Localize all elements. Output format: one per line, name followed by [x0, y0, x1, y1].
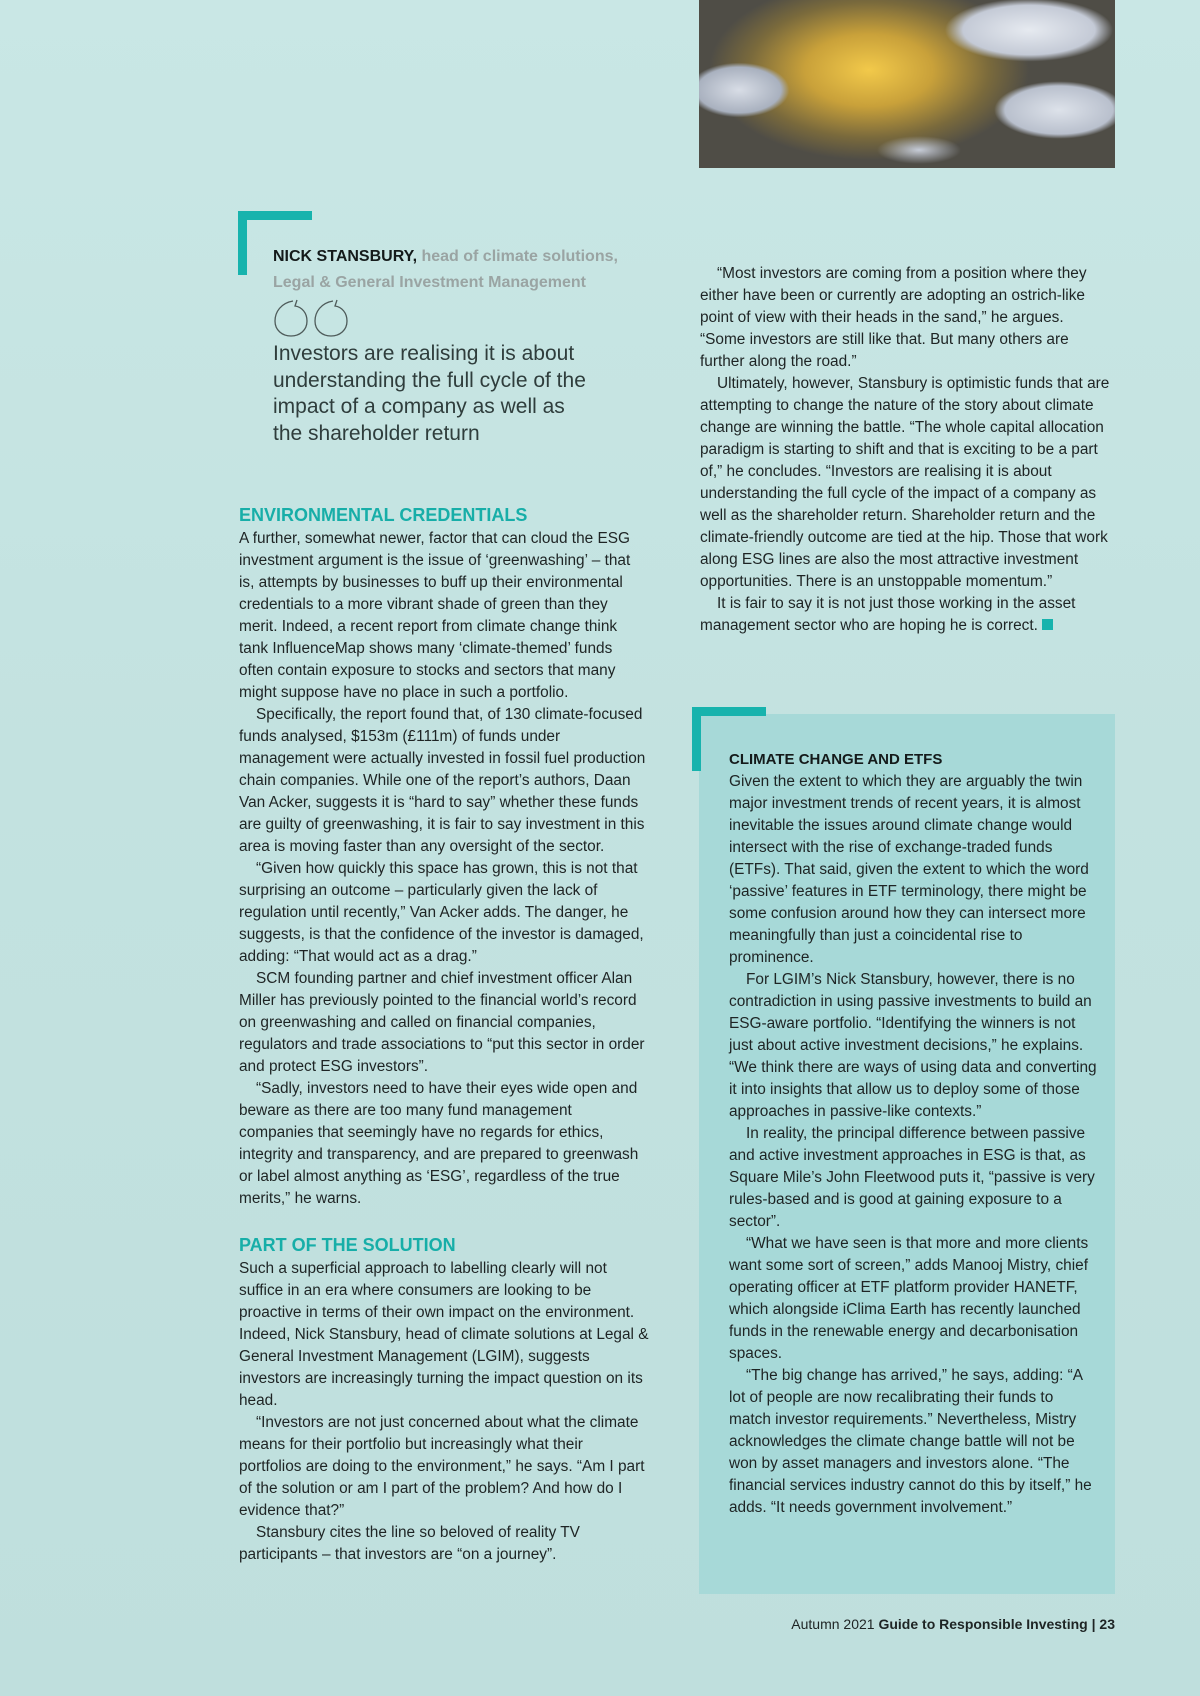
paragraph: SCM founding partner and chief investment officer Alan Miller has previously pointed to the financial world’s record on greenwashing and called on financial companies, regulators and trade associations to “put this sector in order and protect ESG investors”. [239, 970, 645, 1075]
paragraph: “Given how quickly this space has grown, this is not that surprising an outcome – particularly given the lack of regulation until recently,” Van Acker adds. The danger, he suggests, is that the confidence of the investor is damaged, adding: “That would act as a drag.” [239, 860, 644, 965]
section-heading-environmental-credentials: ENVIRONMENTAL CREDENTIALS [239, 505, 528, 525]
quote-attribution [273, 244, 653, 296]
footer-title: Guide to Responsible Investing [878, 1616, 1088, 1632]
paragraph: “Investors are not just concerned about what the climate means for their portfolio but increasingly what their portfolios are doing to the environment,” he says. “Am I part of the solution or am I part of the problem? And how do I evidence that?” [239, 1414, 645, 1519]
paragraph: Given the extent to which they are arguably the twin major investment trends of recent years, it is almost inevitable the issues around climate change would intersect with the rise of exchange-traded funds (ETFs). That said, given the extent to which the word ‘passive’ features in ETF terminology, there might be some confusion around how they can intersect more meaningfully than just a coincidental rise to prominence. [729, 773, 1089, 966]
footer-issue: Autumn 2021 [791, 1616, 875, 1632]
paragraph-final [700, 593, 1110, 637]
paragraph: Ultimately, however, Stansbury is optimistic funds that are attempting to change the nature of the story about climate change are winning the battle. “The whole capital allocation paradigm is starting to shift and that is exciting to be a part of,” he concludes. “Investors are realising it is about understanding the full cycle of the impact of a company as well as the shareholder return. Shareholder return and the climate-friendly outcome are tied at the hip. Those that work along ESG lines are also the most attractive investment opportunities. There is an unstoppable momentum.” [700, 375, 1110, 590]
paragraph: Stansbury cites the line so beloved of reality TV participants – that investors are “on a journey”. [239, 1524, 580, 1563]
quote-marks-icon [273, 296, 349, 338]
paragraph: For LGIM’s Nick Stansbury, however, there is no contradiction in using passive investments to build an ESG-aware portfolio. “Identifying the winners is not just about active investment decisions,” he explains. “We think there are ways of using data and converting it into insights that allow us to deploy some of those approaches in passive-like contexts.” [729, 971, 1097, 1120]
paragraph: A further, somewhat newer, factor that can cloud the ESG investment argument is the issue of ‘greenwashing’ – that is, attempts by businesses to buff up their environmental credentials to a more vibrant shade of green than they merit. Indeed, a recent report from climate change think tank InfluenceMap shows many ‘climate-themed’ funds often contain exposure to stocks and sectors that many might suppose have no place in such a portfolio. [239, 530, 631, 701]
paragraph: “Most investors are coming from a position where they either have been or currently are adopting an ostrich-like point of view with their heads in the sand,” he argues. “Some investors are still like that. But many others are further along the road.” [700, 265, 1087, 370]
end-mark-icon [1042, 619, 1053, 630]
final-text: It is fair to say it is not just those working in the asset management sector who are hoping he is correct. [700, 595, 1076, 634]
paragraph: “What we have seen is that more and more clients want some sort of screen,” adds Manooj Mistry, chief operating officer at ETF platform provider HANETF, which alongside iClima Earth has recently launched funds in the renewable energy and decarbonisation spaces. [729, 1235, 1089, 1362]
paragraph: “Sadly, investors need to have their eyes wide open and beware as there are too many fund management companies that seemingly have no regards for ethics, integrity and transparency, and are prepared to greenwash or label almost anything as ‘ESG’, regardless of the true merits,” he warns. [239, 1080, 639, 1207]
paragraph: Such a superficial approach to labelling clearly will not suffice in an era where consumers are looking to be proactive in terms of their own impact on the environment. Indeed, Nick Stansbury, head of climate solutions at Legal & General Investment Management (LGIM), suggests investors are increasingly turning the impact question on its head. [239, 1260, 649, 1409]
quote-name: NICK STANSBURY, [273, 248, 418, 265]
left-column [239, 504, 649, 1566]
paragraph: “The big change has arrived,” he says, adding: “A lot of people are now recalibrating their funds to match investor requirements.” Nevertheless, Mistry acknowledges the climate change battle will not be won by asset managers and investors alone. “The financial services industry cannot do this by itself,” he adds. “It needs government involvement.” [729, 1367, 1092, 1516]
paragraph: In reality, the principal difference between passive and active investment approaches in ESG is that, as Square Mile’s John Fleetwood puts it, “passive is very rules-based and is good at gaining exposure to a sector”. [729, 1125, 1095, 1230]
sidebar-content [729, 749, 1099, 1519]
section-heading-part-of-the-solution: PART OF THE SOLUTION [239, 1235, 456, 1255]
sidebar-heading: CLIMATE CHANGE AND ETFS [729, 751, 943, 768]
page-number: 23 [1099, 1616, 1115, 1632]
paragraph: Specifically, the report found that, of 130 climate-focused funds analysed, $153m (£111m) of funds under management were actually invested in fossil fuel production chain companies. While one of the report’s authors, Daan Van Acker, suggests it is “hard to say” whether these funds are guilty of greenwashing, it is fair to say investment in this area is moving faster than any oversight of the sector. [239, 706, 646, 855]
page-footer [791, 1614, 1115, 1634]
quote-role: head of climate solutions, Legal & General Investment Management [273, 248, 618, 291]
right-column [700, 263, 1110, 637]
quote-text: Investors are realising it is about understanding the full cycle of the impact of a company as well as the shareholder return [273, 342, 586, 445]
footer-separator: | [1091, 1616, 1096, 1632]
ice-photo [699, 0, 1115, 168]
